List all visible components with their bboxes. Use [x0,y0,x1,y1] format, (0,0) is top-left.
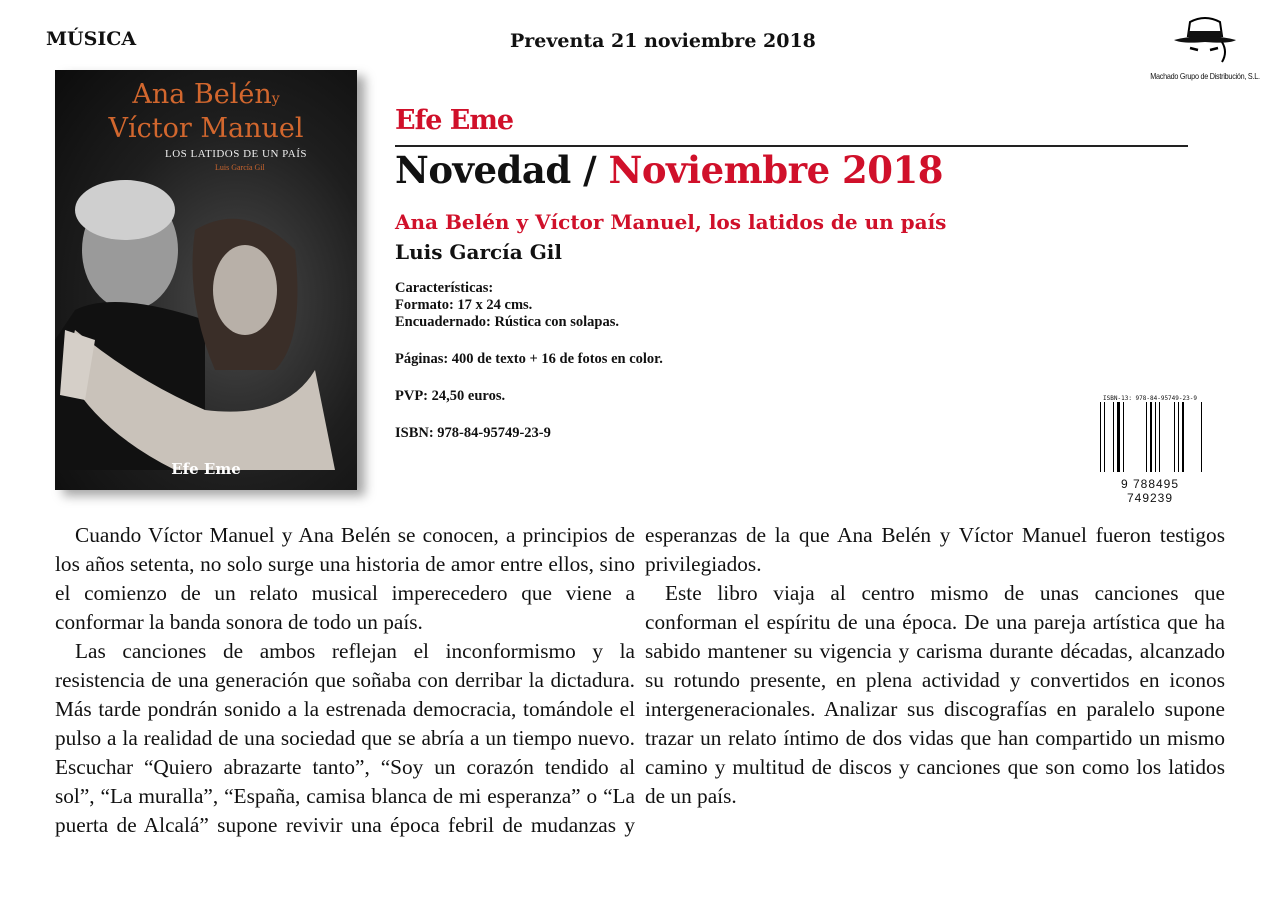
barcode-bar [1100,402,1101,472]
barcode-bar [1182,402,1184,472]
barcode-bar [1201,402,1202,472]
barcode-bar [1150,402,1152,472]
spec-price: PVP: 24,50 euros. [395,388,506,404]
section-label: MÚSICA [46,28,137,50]
barcode-bar [1104,402,1105,472]
barcode [1098,395,1202,505]
barcode-bar [1155,402,1156,472]
cover-title-line1: Ana Belén [132,79,272,110]
book-specs [395,280,663,442]
barcode-bar [1174,402,1175,472]
headline-label: Novedad / [395,148,609,192]
cover-publisher: Efe Eme [171,460,241,478]
book-cover [55,70,357,490]
cover-author: Luis García Gil [215,163,265,172]
cover-title [55,80,357,144]
cover-subtitle: LOS LATIDOS DE UN PAÍS [165,148,307,160]
barcode-number: 9 788495 749239 [1120,477,1180,505]
specs-heading: Características: [395,280,494,296]
barcode-isbn-label: ISBN-13: 978-84-95749-23-9 [1103,395,1197,402]
book-author: Luis García Gil [395,240,562,264]
spec-isbn: ISBN: 978-84-95749-23-9 [395,425,551,441]
headline-date: Noviembre 2018 [608,148,944,192]
description-text [55,521,1225,871]
spec-format: Formato: 17 x 24 cms. [395,297,533,313]
barcode-bar [1159,402,1160,472]
barcode-bar [1178,402,1179,472]
divider [395,145,1188,147]
barcode-bar [1123,402,1124,472]
spec-pages: Páginas: 400 de texto + 16 de fotos en color. [395,351,663,367]
headline [395,148,943,192]
spec-binding: Encuadernado: Rústica con solapas. [395,314,619,330]
presale-date: Preventa 21 noviembre 2018 [510,30,816,52]
barcode-bar [1113,402,1114,472]
distributor-logo [1140,14,1270,81]
cover-title-line2: Víctor Manuel [108,113,304,144]
barcode-bar [1146,402,1147,472]
hat-man-icon [1170,14,1240,64]
paragraph: Este libro viaja al centro mismo de unas canciones que conforman el espíritu de una época. De una pareja artística que ha sabido mantener su vigencia y carisma durante décadas, alcanzado su rotundo presente, en plena actividad y convertidos en iconos intergeneracionales. Analizar sus discografías en paralelo supone trazar un relato íntimo de dos vidas que han compartido un mismo camino y multitud de discos y canciones que son como los latidos de un país. [645,581,1225,808]
book-title: Ana Belén y Víctor Manuel, los latidos de un país [395,210,947,234]
cover-title-y: y [271,91,280,107]
barcode-bars [1098,402,1202,472]
publisher-name: Efe Eme [395,105,514,136]
logo-caption: Machado Grupo de Distribución, S.L. [1150,71,1260,81]
paragraph: Las canciones de ambos reflejan el inconformismo y la resistencia de una generación que soñaba con derribar la dictadura. Más tarde pondrán sonido a la estrenada democracia, tomándole el pulso a la realidad de una sociedad que se abría a un tiempo nuevo. Escuchar “Quiero abrazarte tanto”, “Soy un corazón tendido al sol”, “La muralla”, “España, camisa blanca de mi esperanza” o “La puerta de Alcalá” supone revivir una época febril de mudanzas y esperanzas de la que Ana Belén y Víctor Manuel fueron testigos privilegiados. [55,523,1225,837]
cover-photo [55,170,357,470]
barcode-bar [1117,402,1120,472]
paragraph: Cuando Víctor Manuel y Ana Belén se conocen, a principios de los años setenta, no solo surge una historia de amor entre ellos, sino el comienzo de un relato musical imperecedero que viene a conformar la banda sonora de todo un país. [55,523,635,634]
